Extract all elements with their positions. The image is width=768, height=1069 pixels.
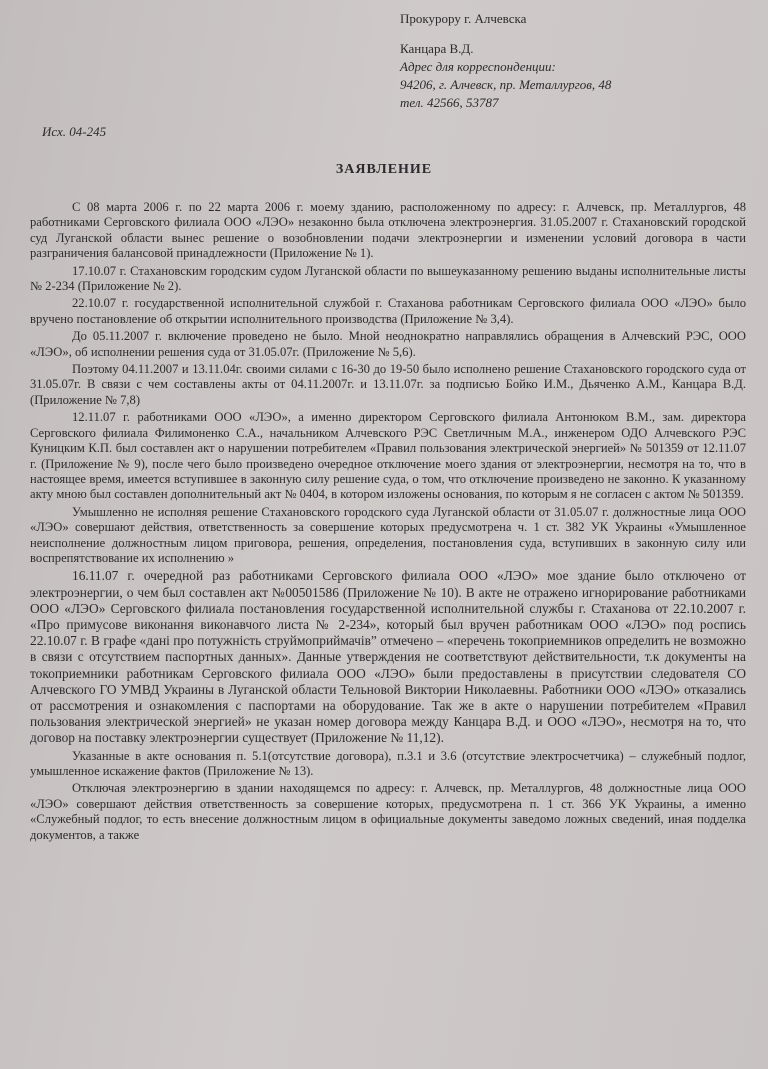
paragraph: С 08 марта 2006 г. по 22 марта 2006 г. моему зданию, расположенному по адресу: г. Алчевск, пр. Металлургов, 48 работниками Серговского филиала ООО «ЛЭО» незаконно была отключена электроэнергия. 31.05.2007 г. Стахановский городской суд Луганской области вынес решение о возобновлении подачи электроэнергии и изменении условий договора в части разграничения балансовой принадлежности (Приложение № 1). [30, 200, 746, 261]
document-body [30, 200, 746, 845]
document-title: ЗАЯВЛЕНИЕ [335, 162, 433, 177]
addressee-block [400, 10, 611, 112]
recipient: Прокурору г. Алчевска [400, 11, 527, 26]
paragraph: 17.10.07 г. Стахановским городским судом Луганской области по вышеуказанному решению выданы исполнительные листы № 2-234 (Приложение № 2). [30, 263, 746, 294]
paragraph: Указанные в акте основания п. 5.1(отсутствие договора), п.3.1 и 3.6 (отсутствие электросчетчика) – служебный подлог, умышленное искажение фактов (Приложение № 13). [30, 748, 746, 778]
paragraph: До 05.11.2007 г. включение проведено не было. Мной неоднократно направлялись обращения в Алчевский РЭС, ООО «ЛЭО», об исполнении решения суда от 31.05.07г. (Приложение № 5,6). [30, 329, 746, 359]
paragraph: Поэтому 04.11.2007 и 13.11.04г. своими силами с 16-30 до 19-50 было исполнено решение Стахановского городского суда от 31.05.07г. В связи с чем составлены акты от 04.11.2007г. и 13.11.07г. за подписью Бойко И.М., Дьяченко А.М., Канцара В.Д. (Приложение № 7,8) [30, 362, 746, 407]
sender-address: 94206, г. Алчевск, пр. Металлургов, 48 [400, 77, 612, 92]
address-label: Адрес для корреспонденции: [400, 59, 556, 74]
sender-name: Канцара В.Д. [400, 41, 474, 56]
paragraph: Отключая электроэнергию в здании находящемся по адресу: г. Алчевск, пр. Металлургов, 48 должностные лица ООО «ЛЭО» совершают действия ответственность за совершение которых, предусмотрена п. 1 ст. 366 УК Украины, а именно «Служебный подлог, то есть внесение должностным лицом в официальные документы заведомо ложных сведений, иная подделка документов, а также [30, 781, 746, 842]
sender-phone: тел. 42566, 53787 [400, 95, 499, 110]
paragraph: 16.11.07 г. очередной раз работниками Серговского филиала ООО «ЛЭО» мое здание было отключено от электроэнергии, о чем был составлен акт №00501586 (Приложение № 10). В акте не отражено игнорирование работниками ООО «ЛЭО» Серговского филиала постановления государственной исполнительной службы г. Стаханова от 22.10.2007 г. «Про примусове виконання виконавчого листа № 2-234», который был вручен работникам ООО «ЛЭО» под роспись 22.10.07 г. В графе «дані про потужність струймоприймачів” отмечено – «перечень токоприемников определить не возможно в связи с отсутствием паспортных данных». Данные утверждения не соответствуют действительности, т.к документы на токоприемники работникам Серговского филиала ООО «ЛЭО» были предоставлены в присутствии следователя СО Алчевского ГО УМВД Украины в Луганской области Тельновой Виктории Николаевны. Работники ООО «ЛЭО» отказались от рассмотрения и ознакомления с паспортами на оборудование. Так же в акте о нарушении потребителем «Правил пользования электрической энергией» не указан номер договора между Канцара В.Д. и ООО «ЛЭО», несмотря на то, что договор на поставку электроэнергии существует (Приложение № 11,12). [30, 568, 746, 746]
paragraph: 22.10.07 г. государственной исполнительной службой г. Стаханова работникам Серговского филиала ООО «ЛЭО» было вручено постановление об открытии исполнительного производства (Приложение № 3,4). [30, 296, 746, 326]
paragraph: Умышленно не исполняя решение Стахановского городского суда Луганской области от 31.05.07 г. должностные лица ООО «ЛЭО» совершают действия, ответственность за совершение которых предусмотрена ч. 1 ст. 382 УК Украины «Умышленное неисполнение должностным лицом приговора, решения, определения, постановления суда, вступивших в законную силу или воспрепятствование их исполнению » [30, 504, 746, 565]
outgoing-number: Исх. 04-245 [42, 124, 107, 139]
paragraph: 12.11.07 г. работниками ООО «ЛЭО», а именно директором Серговского филиала Антонюком В.М., зам. директора Серговского филиала Филимоненко С.А., начальником Алчевского РЭС Светличным М.А., инженером ОДО Алчевского РЭС Куницким К.П. был составлен акт о нарушении потребителем «Правил пользования электрической энергией» № 501359 от 12.11.07 г. (Приложение № 9), после чего было произведено очередное отключение моего здания от электроэнергии, несмотря на то, что в настоящее время, имеется вступившее в законную силу решение суда, о том, что отключение произведено не законно. К указанному акту мною был составлен дополнительный акт № 0404, в котором изложены основания, по которым я не согласен с актом № 501359. [30, 410, 746, 502]
